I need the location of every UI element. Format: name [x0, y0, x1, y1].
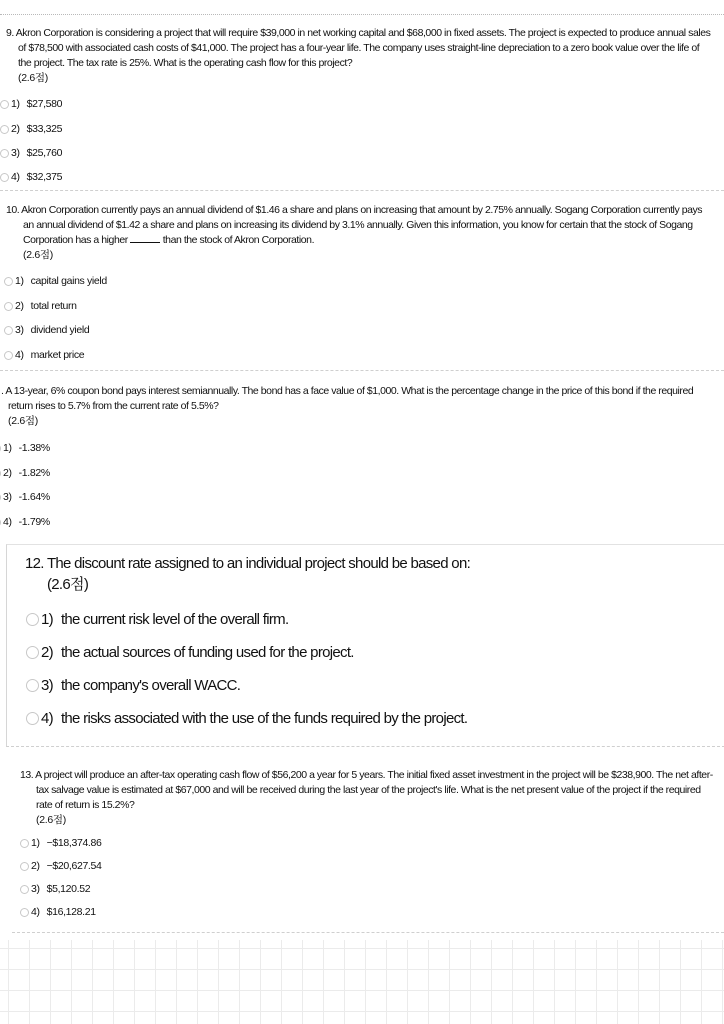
q10-option-3[interactable]: 3) dividend yield [4, 322, 89, 338]
question-9-text: 9. Akron Corporation is considering a project that will require $39,000 in net working capital and $68,000 in fixed assets. The project is expected to produce annual sales of $78,500 with associated cash costs of $41,000. The project has a four-year life. The company uses straight-line depreciation to a zero book value over the life of the project. The tax rate is 25%. What is the operating cash flow for this project? [6, 27, 711, 69]
question-10-text: 10. Akron Corporation currently pays an annual dividend of $1.46 a share and plans on increasing that amount by 2.75% annually. Sogang Corporation currently pays an annual dividend of $1.42 a share and plans on increasing its dividend by 3.1% annually. Given this information, you know for certain that the stock of Sogang Corporation has a higher than the stock of Akron Corporation. [6, 204, 703, 246]
q12-option-1[interactable]: 1) the current risk level of the overall firm. [26, 608, 288, 630]
radio-icon[interactable] [20, 908, 29, 917]
q9-option-4[interactable]: 4) $32,375 [0, 169, 62, 185]
question-13-points: (2.6점) [36, 814, 66, 826]
q9-option-2[interactable]: 2) $33,325 [0, 121, 62, 137]
q13-option-2[interactable]: 2) −$20,627.54 [20, 858, 101, 874]
q11-option-1[interactable]: 1) -1.38% [0, 440, 50, 456]
q9-option-1[interactable]: 1) $27,580 [0, 96, 62, 112]
radio-icon[interactable] [0, 100, 9, 109]
answer-blank [130, 233, 160, 243]
question-13-text: 13. A project will produce an after-tax operating cash flow of $56,200 a year for 5 years. The initial fixed asset investment in the project will be $238,900. The net after-tax salvage value is estimated at $67,000 and will be received during the last year of the project's life. What is the net present value of the project if the required rate of return is 15.2%? [20, 769, 713, 811]
radio-icon[interactable] [0, 173, 9, 182]
question-13 [20, 768, 714, 828]
question-9-points: (2.6점) [18, 72, 48, 84]
q13-option-3[interactable]: 3) $5,120.52 [20, 881, 90, 897]
question-10 [6, 203, 714, 263]
radio-icon[interactable] [0, 518, 1, 527]
q13-option-4[interactable]: 4) $16,128.21 [20, 904, 96, 920]
radio-icon[interactable] [0, 149, 9, 158]
top-divider [0, 14, 724, 15]
q10-option-1[interactable]: 1) capital gains yield [4, 273, 107, 289]
radio-icon[interactable] [4, 326, 13, 335]
question-11-text: . A 13-year, 6% coupon bond pays interest semiannually. The bond has a face value of $1,000. What is the percentage change in the price of this bond if the required return rises to 5.7% from the current rate of 5.5%? [1, 385, 694, 412]
question-10-points: (2.6점) [23, 249, 53, 261]
q10-option-2[interactable]: 2) total return [4, 298, 77, 314]
radio-icon[interactable] [26, 646, 39, 659]
question-9 [6, 26, 712, 86]
radio-icon[interactable] [26, 679, 39, 692]
question-11 [1, 384, 715, 429]
q12-option-2[interactable]: 2) the actual sources of funding used for the project. [26, 641, 354, 663]
q11-option-3[interactable]: 3) -1.64% [0, 489, 50, 505]
q11-option-4[interactable]: 4) -1.79% [0, 514, 50, 530]
radio-icon[interactable] [4, 277, 13, 286]
q12-option-3[interactable]: 3) the company's overall WACC. [26, 674, 240, 696]
radio-icon[interactable] [26, 613, 39, 626]
q11-option-2[interactable]: 2) -1.82% [0, 465, 50, 481]
question-11-points: (2.6점) [8, 415, 38, 427]
divider [12, 932, 724, 933]
radio-icon[interactable] [4, 302, 13, 311]
radio-icon[interactable] [20, 839, 29, 848]
grid-background [0, 940, 724, 1024]
question-12 [6, 544, 724, 747]
radio-icon[interactable] [0, 469, 1, 478]
radio-icon[interactable] [20, 862, 29, 871]
radio-icon[interactable] [0, 125, 9, 134]
radio-icon[interactable] [0, 493, 1, 502]
radio-icon[interactable] [20, 885, 29, 894]
q9-option-3[interactable]: 3) $25,760 [0, 145, 62, 161]
question-12-points: (2.6점) [47, 576, 89, 593]
divider [0, 370, 724, 371]
divider [0, 190, 724, 191]
radio-icon[interactable] [26, 712, 39, 725]
q10-option-4[interactable]: 4) market price [4, 347, 84, 363]
radio-icon[interactable] [0, 444, 1, 453]
radio-icon[interactable] [4, 351, 13, 360]
question-12-text: 12. The discount rate assigned to an individual project should be based on: [25, 555, 471, 572]
q13-option-1[interactable]: 1) −$18,374.86 [20, 835, 101, 851]
q12-option-4[interactable]: 4) the risks associated with the use of the funds required by the project. [26, 707, 467, 729]
